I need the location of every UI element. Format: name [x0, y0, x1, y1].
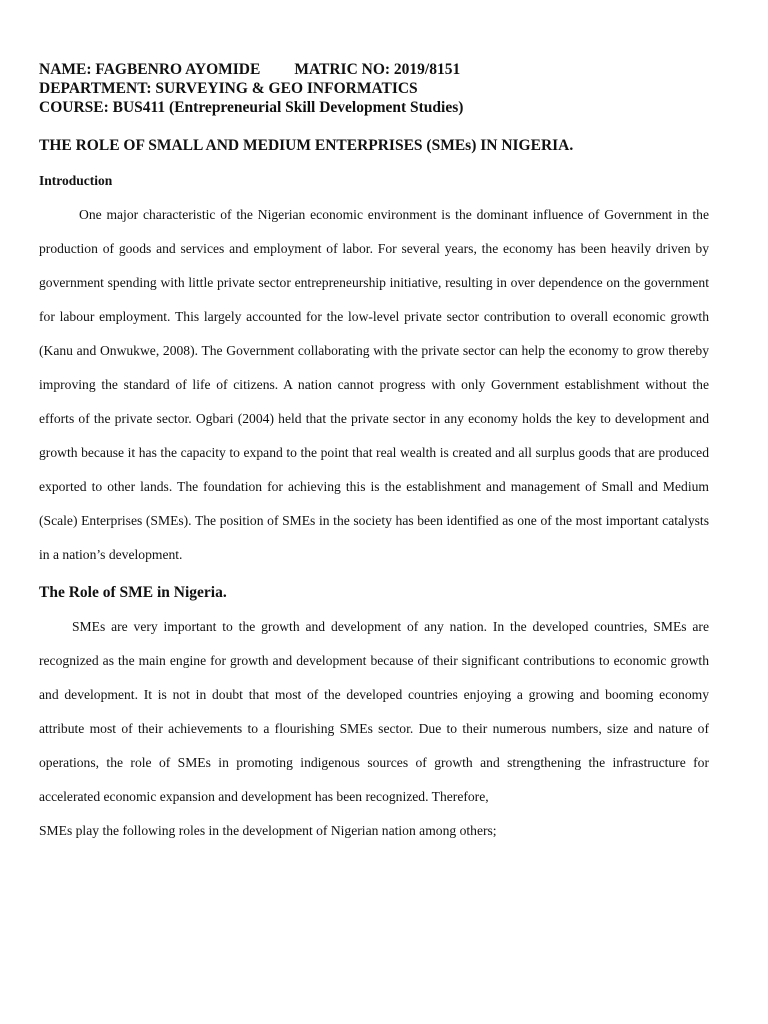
course: COURSE: BUS411 (Entrepreneurial Skill Development Studies): [39, 99, 464, 116]
department: DEPARTMENT: SURVEYING & GEO INFORMATICS: [39, 80, 418, 97]
introduction-heading: Introduction: [39, 173, 113, 188]
student-name: NAME: FAGBENRO AYOMIDE: [39, 61, 261, 78]
header-name-row: [39, 60, 709, 79]
role-section-closing-line: SMEs play the following roles in the development of Nigerian nation among others;: [39, 823, 497, 838]
role-section-heading: The Role of SME in Nigeria.: [39, 584, 227, 601]
matric-number: MATRIC NO: 2019/8151: [294, 61, 461, 78]
role-section-paragraph: SMEs are very important to the growth and development of any nation. In the developed countries, SMEs are recognized as the main engine for growth and development because of their significant contributions to economic growth and development. It is not in doubt that most of the developed countries enjoying a growing and booming economy attribute most of their achievements to a flourishing SMEs sector. Due to their numerous numbers, size and nature of operations, the role of SMEs in promoting indigenous sources of growth and strengthening the infrastructure for accelerated economic expansion and development has been recognized. Therefore,: [39, 619, 709, 804]
document-page: [39, 60, 709, 848]
document-title: THE ROLE OF SMALL AND MEDIUM ENTERPRISES (SMEs) IN NIGERIA.: [39, 137, 574, 154]
introduction-paragraph: One major characteristic of the Nigerian economic environment is the dominant influence of Government in the production of goods and services and employment of labor. For several years, the economy has been heavily driven by government spending with little private sector entrepreneurship initiative, resulting in over dependence on the government for labour employment. This largely accounted for the low-level private sector contribution to overall economic growth (Kanu and Onwukwe, 2008). The Government collaborating with the private sector can help the economy to grow thereby improving the standard of life of citizens. A nation cannot progress with only Government establishment without the efforts of the private sector. Ogbari (2004) held that the private sector in any economy holds the key to development and growth because it has the capacity to expand to the point that real wealth is created and all surplus goods that are produced exported to other lands. The foundation for achieving this is the establishment and management of Small and Medium (Scale) Enterprises (SMEs). The position of SMEs in the society has been identified as one of the most important catalysts in a nation’s development.: [39, 207, 709, 562]
